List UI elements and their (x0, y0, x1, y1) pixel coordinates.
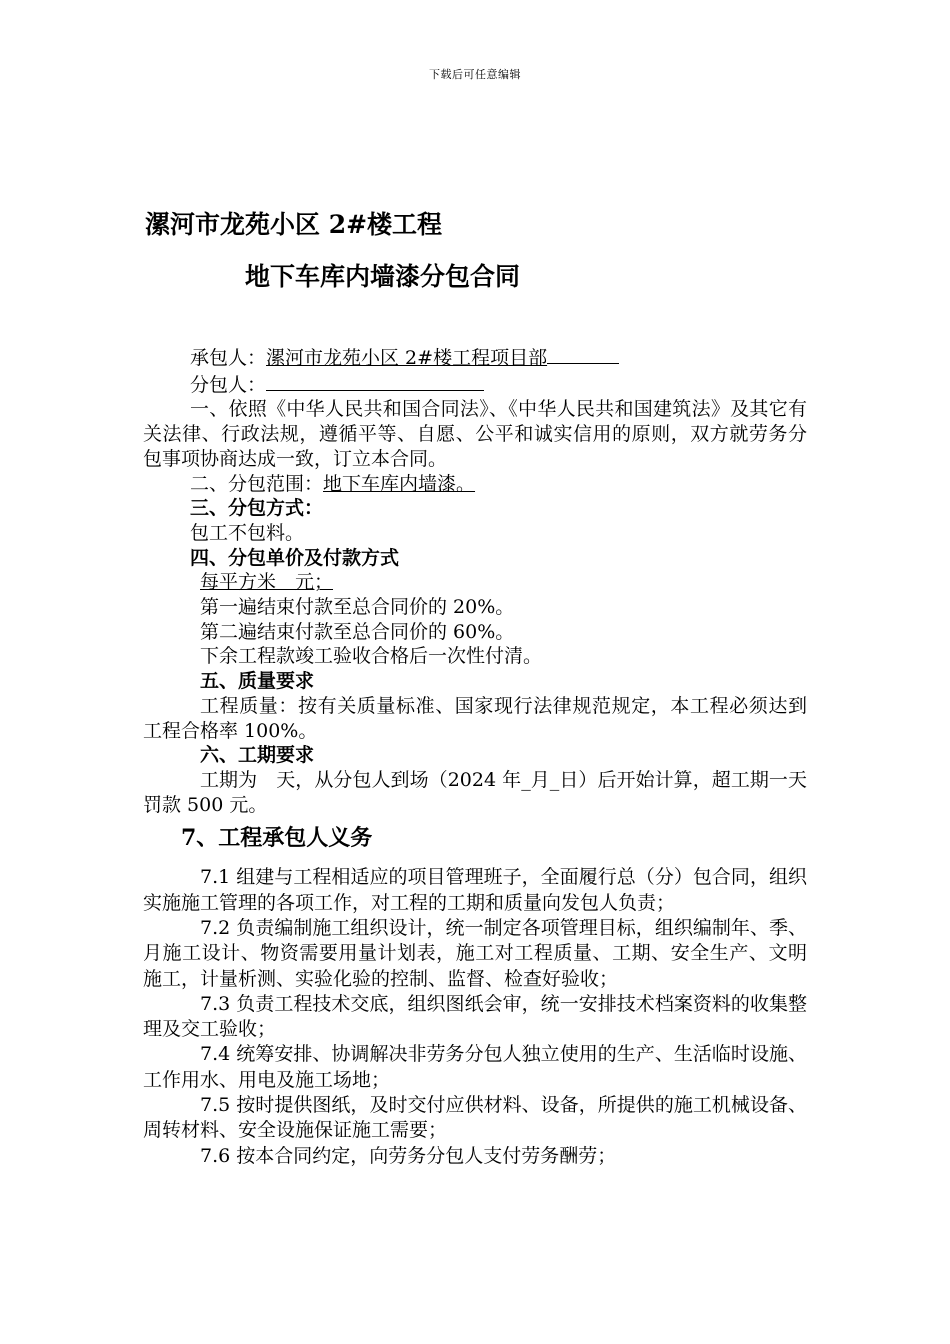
payment-2: 第二遍结束付款至总合同价的 60%。 (200, 620, 515, 643)
subcontractor-line (143, 371, 807, 398)
section-7-heading: 7、工程承包人义务 (181, 825, 373, 852)
obligation-7-1: 7.1 组建与工程相适应的项目管理班子，全面履行总（分）包合同，组织实施施工管理的各项工作，对工程的工期和质量向发包人负责； (143, 866, 807, 914)
contractor-blank (547, 344, 619, 364)
obligation-7-6: 7.6 按本合同约定，向劳务分包人支付劳务酬劳； (200, 1144, 617, 1167)
obligation-7-5: 7.5 按时提供图纸，及时交付应供材料、设备，所提供的施工机械设备、周转材料、安全设施保证施工需要； (143, 1094, 807, 1142)
title-line-1: 漯河市龙苑小区 2#楼工程 (145, 210, 443, 239)
section-4-heading: 四、分包单价及付款方式 (190, 546, 400, 569)
section-2-line (143, 472, 807, 497)
section-5-text: 工程质量：按有关质量标准、国家现行法律规范规定，本工程必须达到工程合格率 100%。 (143, 694, 807, 742)
obligation-7-3: 7.3 负责工程技术交底，组织图纸会审，统一安排技术档案资料的收集整理及交工验收； (143, 992, 807, 1041)
payment-1: 第一遍结束付款至总合同价的 20%。 (200, 596, 515, 619)
obligation-7-4: 7.4 统筹安排、协调解决非劳务分包人独立使用的生产、生活临时设施、工作用水、用电及施工场地； (143, 1043, 807, 1091)
section-6-heading: 六、工期要求 (200, 744, 315, 767)
section-6-text: 工期为 天，从分包人到场（2024 年_月_日）后开始计算，超工期一天罚款 500 元。 (143, 768, 807, 816)
header-note: 下载后可任意编辑 (429, 68, 521, 81)
contractor-label: 承包人： (190, 347, 267, 369)
section-2-value: 地下车库内墙漆。 (323, 472, 476, 495)
subcontractor-label: 分包人： (190, 373, 267, 396)
contractor-line (143, 344, 807, 371)
obligation-7-2: 7.2 负责编制施工组织设计，统一制定各项管理目标，组织编制年、季、月施工设计、物资需要用量计划表，施工对工程质量、工期、安全生产、文明施工，计量析测、实验化验的控制、监督、检查好验收； (143, 916, 807, 990)
title-line-2: 地下车库内墙漆分包合同 (245, 262, 521, 291)
section-2-label: 二、分包范围： (190, 472, 324, 495)
section-3-heading: 三、分包方式： (190, 497, 324, 520)
contract-body (143, 344, 807, 1169)
subcontractor-blank (266, 371, 484, 391)
contractor-value: 漯河市龙苑小区 2#楼工程项目部 (266, 347, 548, 369)
section-3-text: 包工不包料。 (190, 521, 305, 544)
section-5-heading: 五、质量要求 (200, 670, 315, 693)
unit-price: 每平方米 元； (200, 571, 334, 594)
section-1-text: 一、依照《中华人民共和国合同法》、《中华人民共和国建筑法》及其它有关法律、行政法规，遵循平等、自愿、公平和诚实信用的原则，双方就劳务分包事项协商达成一致，订立本合同。 (143, 398, 807, 470)
payment-3: 下余工程款竣工验收合格后一次性付清。 (200, 645, 543, 668)
